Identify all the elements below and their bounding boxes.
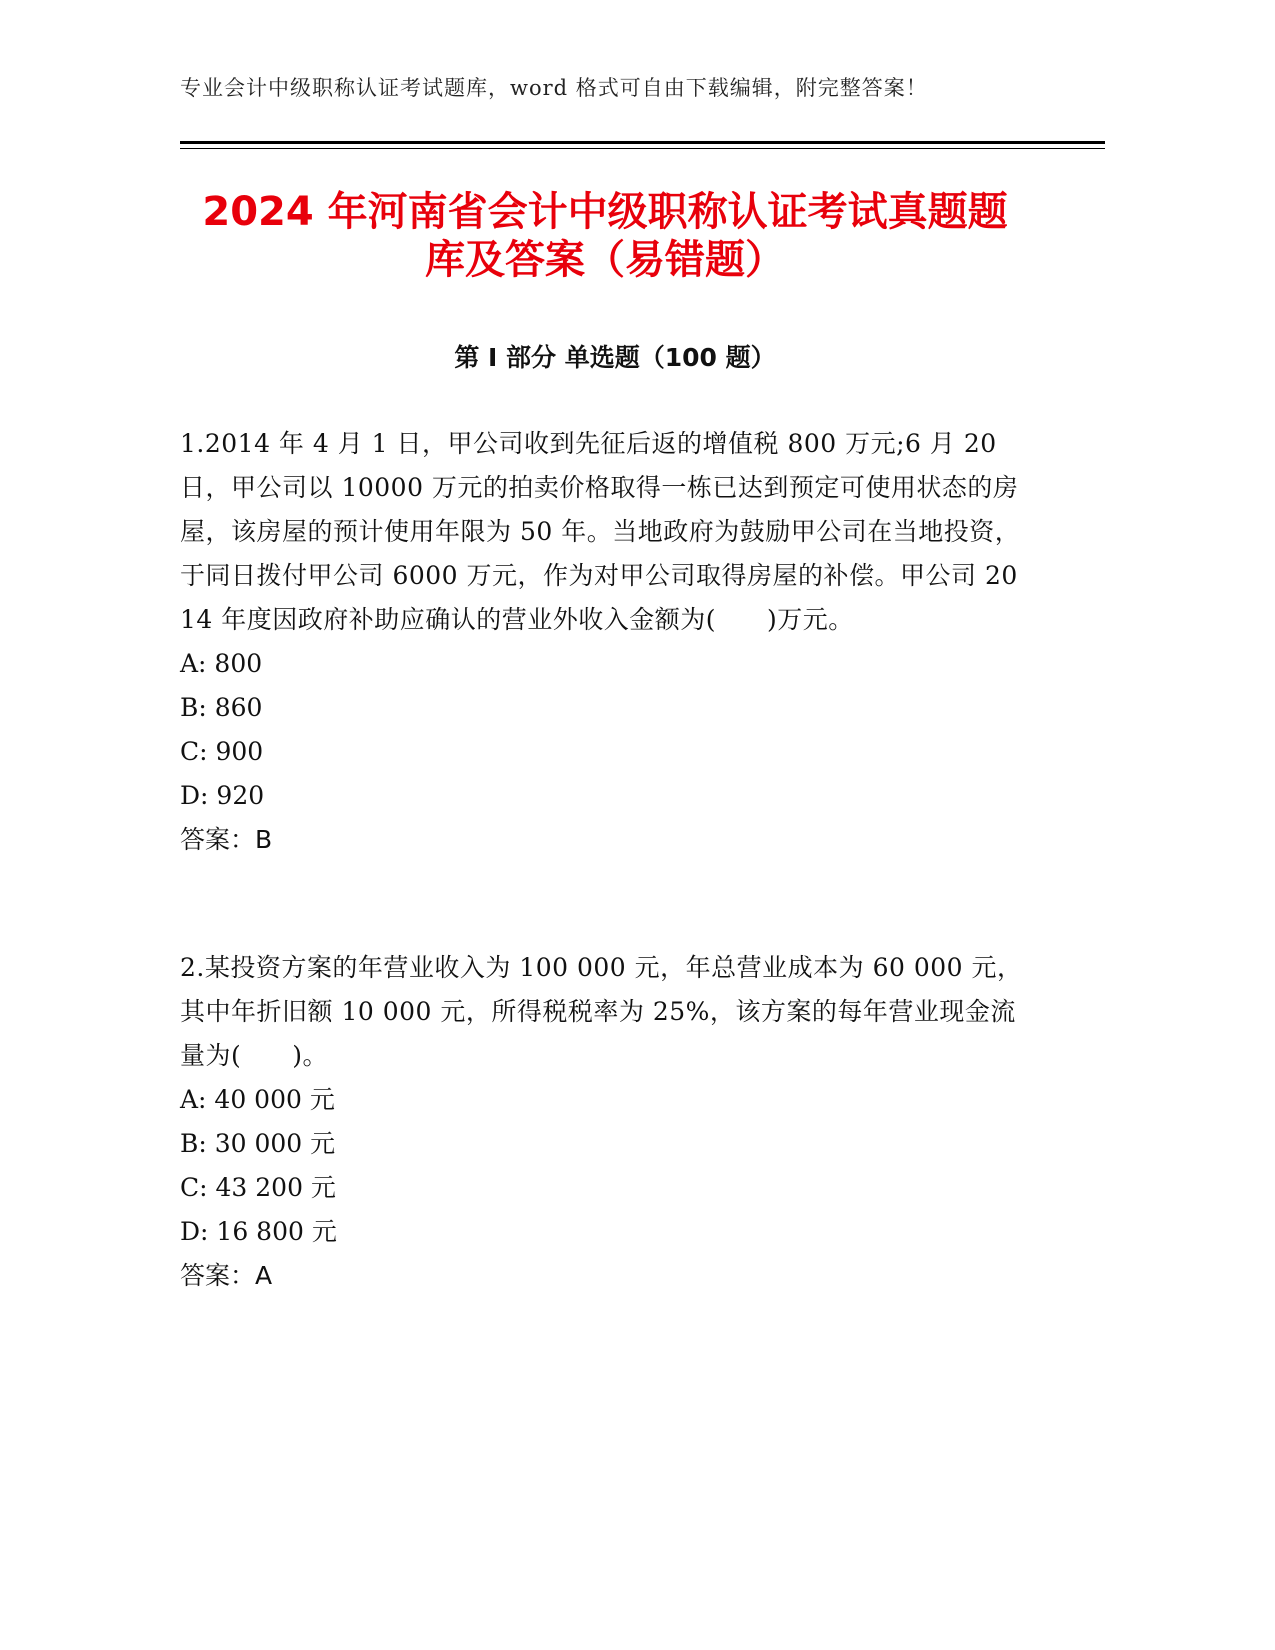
question-2-answer: 答案：A [180, 1261, 273, 1290]
section-heading: 第 I 部分 单选题（100 题） [454, 343, 776, 372]
question-2-option-b: B: 30 000 元 [180, 1129, 336, 1158]
document-title-line-1: 2024 年河南省会计中级职称认证考试真题题 [202, 189, 1008, 235]
header-note: 专业会计中级职称认证考试题库，word 格式可自由下载编辑，附完整答案！ [180, 76, 928, 100]
question-1-option-a: A: 800 [180, 649, 263, 678]
question-2 [180, 946, 1030, 1298]
question-2-option-c: C: 43 200 元 [180, 1173, 336, 1202]
question-2-option-a: A: 40 000 元 [180, 1085, 335, 1114]
document-title-line-2: 库及答案（易错题） [425, 237, 785, 283]
question-2-option-d: D: 16 800 元 [180, 1217, 337, 1246]
header-divider [180, 141, 1105, 144]
question-1-option-c: C: 900 [180, 737, 264, 766]
question-1-answer: 答案：B [180, 825, 273, 854]
question-1-stem: 1.2014 年 4 月 1 日，甲公司收到先征后返的增值税 800 万元;6 月 20 日，甲公司以 10000 万元的拍卖价格取得一栋已达到预定可使用状态的房屋，该房屋的预计使用年限为 50 年。当地政府为鼓励甲公司在当地投资，于同日拨付甲公司 6000 万元，作为对甲公司取得房屋的补偿。甲公司 2014 年度因政府补助应确认的营业外收入金额为( )万元。 [180, 429, 1021, 634]
header-divider-thin [180, 148, 1105, 149]
question-2-stem: 2.某投资方案的年营业收入为 100 000 元，年总营业成本为 60 000 元，其中年折旧额 10 000 元，所得税税率为 25%，该方案的每年营业现金流量为( )。 [180, 953, 1023, 1070]
document-title [150, 188, 1060, 284]
question-1-option-b: B: 860 [180, 693, 263, 722]
question-1-option-d: D: 920 [180, 781, 265, 810]
question-1 [180, 422, 1030, 862]
